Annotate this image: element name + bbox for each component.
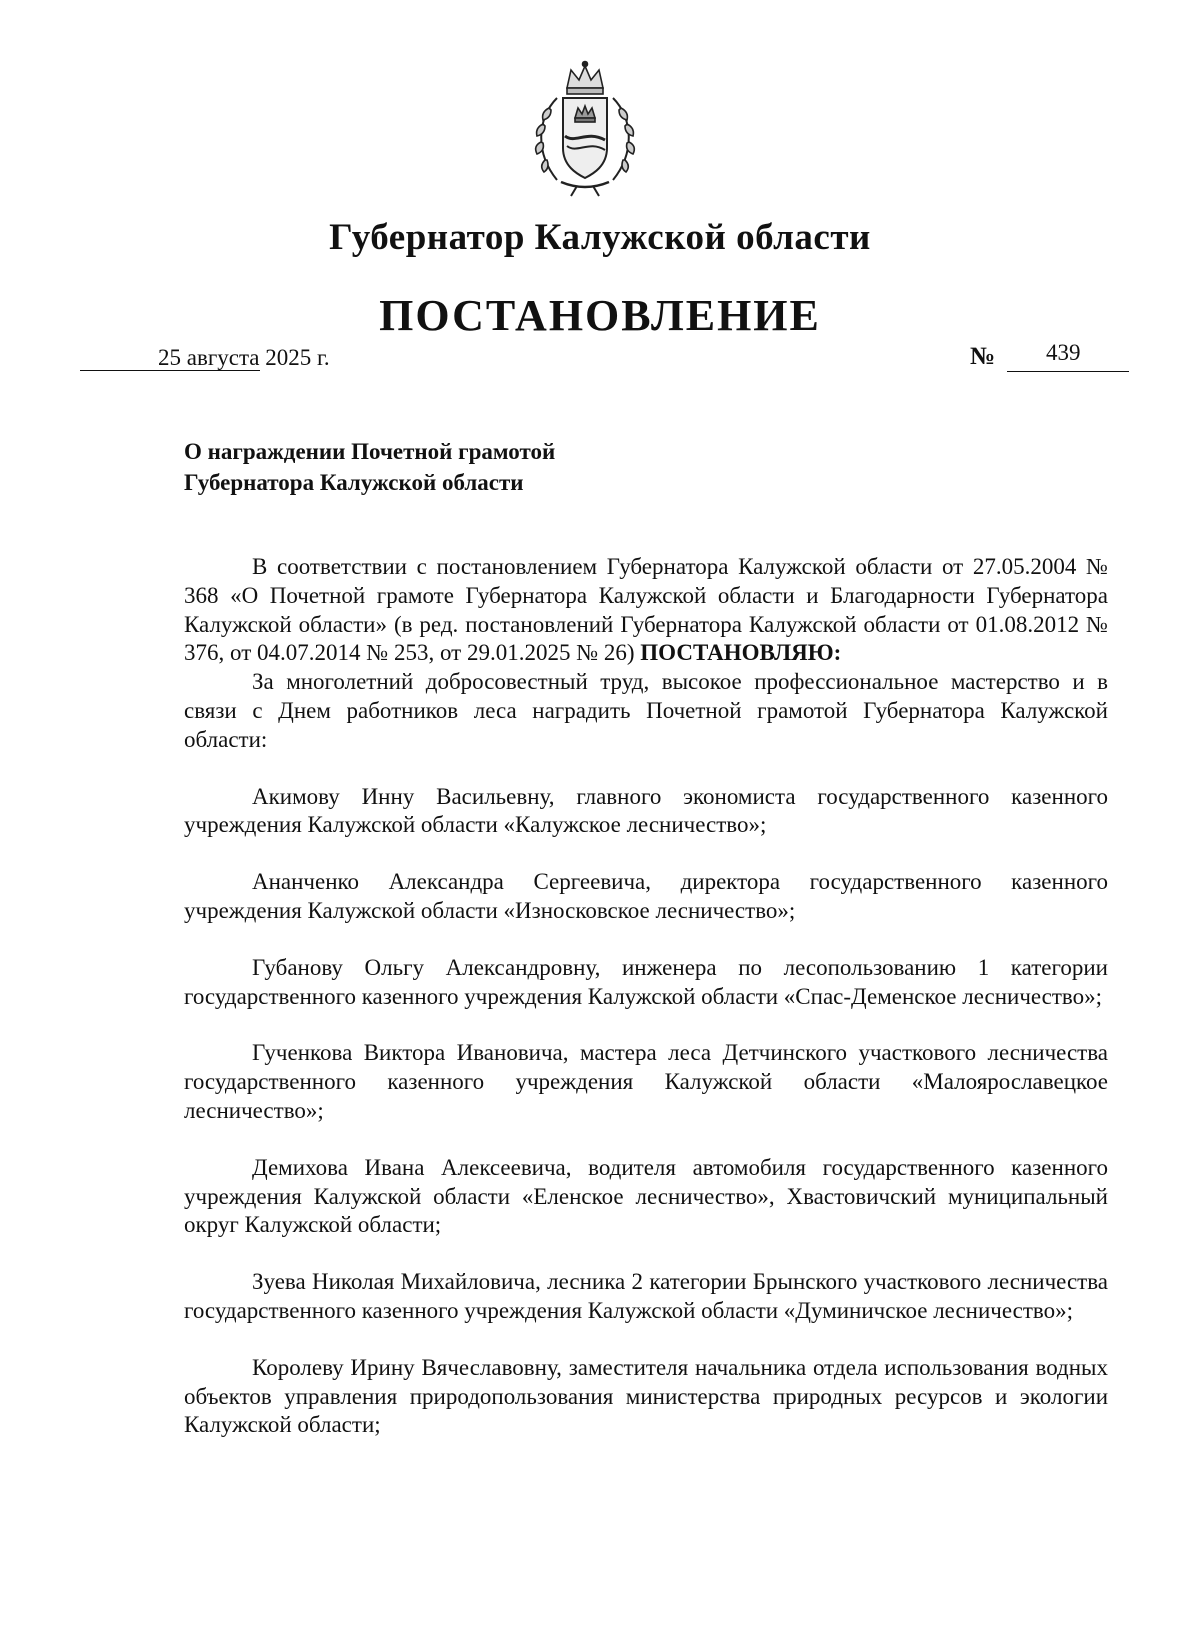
preamble-text: В соответствии с постановлением Губернатора Калужской области от 27.05.2004 № 368 «О Почетной грамоте Губернатора Калужской области и Благодарности Губернатора Калужской области» (в ред. постановлений Губернатора Калужской области от 01.08.2012 № 376, от 04.07.2014 № 253, от 29.01.2025 № 26) [184,554,1108,666]
awardee-paragraph: Королеву Ирину Вячеславовну, заместителя начальника отдела использования водных объектов управления природопользования министерства природных ресурсов и экологии Калужской области; [184,1354,1108,1438]
issuing-authority: Губернатор Калужской области [329,217,871,258]
preamble-paragraph [184,553,1108,668]
decree-word: ПОСТАНОВЛЯЮ: [640,640,842,666]
awardee-paragraph: Губанову Ольгу Александровну, инженера по лесопользованию 1 категории государственного казенного учреждения Калужской области «Спас-Деменское лесничество»; [184,954,1108,1009]
awardee-paragraph: Ананченко Александра Сергеевича, директора государственного казенного учреждения Калужской области «Износковское лесничество»; [184,869,1108,923]
document-number: 439 [1046,340,1081,365]
number-label: № [970,343,996,370]
document-type-title: ПОСТАНОВЛЕНИЕ [379,291,821,340]
document-subject [184,436,555,498]
document-date: 25 августа 2025 г. [158,345,330,370]
subject-line-2: Губернатора Калужской области [184,470,524,495]
awardee-paragraph: Акимову Инну Васильевну, главного экономиста государственного казенного учреждения Калужской области «Калужское лесничество»; [184,783,1108,838]
subject-line-1: О награждении Почетной грамотой [184,439,556,464]
awardee-paragraph: Демихова Ивана Алексеевича, водителя автомобиля государственного казенного учреждения Калужской области «Еленское лесничество», Хвастовичский муниципальный округ Калужской области; [184,1154,1108,1238]
resolution-paragraph: За многолетний добросовестный труд, высокое профессиональное мастерство и в связи с Днем работников леса наградить Почетной грамотой Губернатора Калужской области: [184,669,1108,752]
coat-of-arms-icon [527,58,643,198]
document-body [184,553,1108,1440]
awardee-paragraph: Зуева Николая Михайловича, лесника 2 категории Брынского участкового лесничества государственного казенного учреждения Калужской области «Думиничское лесничество»; [184,1269,1108,1323]
awardee-paragraph: Гученкова Виктора Ивановича, мастера леса Детчинского участкового лесничества государственного казенного учреждения Калужской области «Малоярославецкое лесничество»; [184,1040,1108,1123]
